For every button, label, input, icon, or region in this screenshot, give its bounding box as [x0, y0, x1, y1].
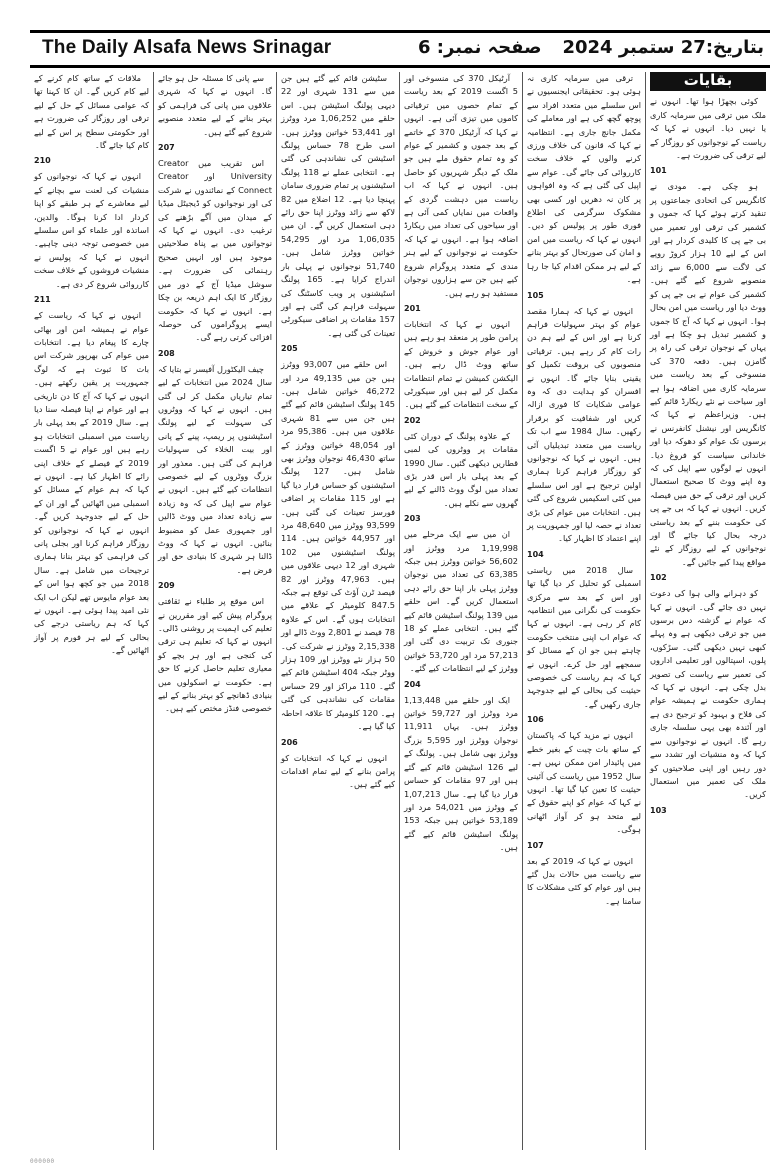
column-divider [645, 72, 646, 1150]
reference-number: 206 [281, 737, 298, 747]
masthead [30, 30, 770, 68]
reference-number: 208 [158, 348, 175, 358]
article-paragraph: کے علاوہ پولنگ کے دوران کئی مقامات پر ووٹروں کی لمبی قطاریں دیکھی گئیں۔ سال 1990 کے بعد پہلی بار اس قدر بڑی تعداد میں لوگ ووٹ ڈالنے کے لیے گھروں سے نکلے ہیں۔ [404, 430, 518, 508]
column-divider [399, 72, 400, 1150]
column-4 [277, 72, 399, 1150]
article-paragraph: انہوں نے کہا کہ نوجوانوں کو منشیات کی لعنت سے بچانے کے لیے معاشرے کے ہر طبقے کو اپنا کردار ادا کرنا ہوگا۔ والدین، اساتذہ اور علماء کو اس سلسلے میں خصوصی توجہ دینی چاہیے۔ انہوں نے کہا کہ پولیس نے منشیات فروشوں کے خلاف سخت کارروائی شروع کر دی ہے۔ [34, 171, 149, 289]
column-divider [522, 72, 523, 1150]
article-paragraph: چیف الیکٹورل آفیسر نے بتایا کہ سال 2024 میں انتخابات کے لیے تمام تیاریاں مکمل کر لی گئی ہیں۔ انہوں نے کہا کہ ووٹروں کی سہولت کے لیے پولنگ اسٹیشنوں پر ریمپ، پینے کے پانی اور بیت الخلاء کی سہولیات فراہم کی گئی ہیں۔ معذور اور بزرگ ووٹروں کے لیے خصوصی انتظامات کیے گئے ہیں۔ انہوں نے عوام سے اپیل کی کہ وہ زیادہ سے زیادہ تعداد میں ووٹ ڈالیں اور جمہوری عمل کو مضبوط بنائیں۔ انہوں نے کہا کہ ووٹ ڈالنا ہر شہری کا بنیادی حق اور فرض ہے۔ [158, 363, 272, 575]
article-paragraph: انہوں نے کہا کہ انتخابات پرامن طور پر منعقد ہو رہے ہیں اور عوام جوش و خروش کے ساتھ ووٹ ڈال رہے ہیں۔ الیکشن کمیشن نے تمام انتظامات مکمل کر لیے ہیں اور سیکورٹی کے سخت انتظامات کیے گئے ہیں۔ [404, 318, 518, 410]
article-paragraph: ان میں سے ایک مرحلے میں 1,19,998 مرد ووٹرز اور 56,602 خواتین ووٹرز ہیں جبکہ 63,385 کی تعداد میں نوجوان ووٹرز پہلی بار اپنا حق رائے دہی استعمال کریں گے۔ اس حلقے میں 139 پولنگ اسٹیشن قائم کیے گئے ہیں۔ انتخابی عملے کو 18 جنوری تک تربیت دی گئی اور 57,213 مرد اور 53,720 خواتین ووٹرز کے لیے انتظامات کیے گئے۔ [404, 529, 518, 674]
footer-mark: 000000 [30, 1158, 55, 1165]
reference-number: 210 [34, 156, 51, 166]
article-paragraph: ہو چکی ہے۔ مودی نے کانگریس کی اتحادی جماعتوں پر تنقید کرتے ہوئے کہا کہ جموں و کشمیر کی ترقی اور تعمیر میں بی جے پی کا کلیدی کردار ہے اور اس کے لیے 10 ہزار کروڑ روپے کی لاگت سے 6,000 سے زائد منصوبے شروع کیے گئے ہیں۔ کشمیر کی عوام نے بی جے پی کو ووٹ دیا اور ریاست میں امن بحال ہوا۔ انہوں نے کہا کہ آج کا جموں و کشمیر تبدیل ہو چکا ہے اور یہاں کے نوجوان ترقی کی راہ پر گامزن ہیں۔ دفعہ 370 کی منسوخی کے بعد ریاست میں سرمایہ کاری میں اضافہ ہوا ہے اور سیاحت نے نئے ریکارڈ قائم کیے ہیں۔ وزیراعظم نے کہا کہ کانگریس اور نیشنل کانفرنس نے برسوں تک عوام کو دھوکہ دیا اور خاندانی سیاست کو فروغ دیا۔ انہوں نے لوگوں سے اپیل کی کہ وہ اپنے ووٹ کا صحیح استعمال کریں اور ترقی کے حق میں فیصلہ کریں۔ انہوں نے کہا کہ بی جے پی کی حکومت بننے کے بعد ریاستی درجہ بحال کیا جائے گا اور نوجوانوں کے لیے روزگار کے نئے مواقع پیدا کیے جائیں گے۔ [650, 181, 767, 567]
reference-number: 104 [527, 549, 544, 559]
column-5 [154, 72, 276, 1150]
reference-number: 204 [404, 679, 421, 689]
article-paragraph: انہوں نے مزید کہا کہ پاکستان کے ساتھ بات چیت کے بغیر خطے میں پائیدار امن ممکن نہیں ہے۔ سال 1952 میں ریاست کی آئینی حیثیت کا تعین کیا گیا تھا۔ انہوں نے کہا کہ عوام کو اپنے حقوق کے لیے متحد ہو کر آواز اٹھانی ہوگی۔ [527, 730, 641, 835]
issue-date: بتاریخ:27 ستمبر 2024 [562, 37, 764, 58]
article-paragraph: اس تقریب میں Creator University اور Creator Connect کے نمائندوں نے شرکت کی اور نوجوانوں کو ڈیجیٹل میڈیا کے میدان میں آگے بڑھنے کی ترغیب دی۔ انہوں نے کہا کہ نوجوانوں میں بے پناہ صلاحیتیں موجود ہیں اور انہیں صحیح رہنمائی کی ضرورت ہے۔ سوشل میڈیا آج کے دور میں روزگار کا ایک اہم ذریعہ بن چکا ہے۔ انہوں نے کہا کہ حکومت ایسے پروگراموں کی حوصلہ افزائی کرتی رہے گی۔ [158, 158, 272, 343]
article-paragraph: سے پانی کا مسئلہ حل ہو جائے گا۔ انہوں نے کہا کہ شہری علاقوں میں پانی کی فراہمی کو بہتر بنانے کے لیے متعدد منصوبے شروع کیے گئے ہیں۔ [158, 73, 272, 137]
column-divider [153, 72, 154, 1150]
article-paragraph: اس حلقے میں 93,007 ووٹرز ہیں جن میں 49,135 مرد اور 46,272 خواتین شامل ہیں۔ 145 پولنگ اسٹیشن قائم کیے گئے ہیں جن میں سے 81 شہری علاقوں میں ہیں۔ 95,386 مرد اور 48,054 خواتین ووٹرز کے ساتھ 46,430 نوجوان ووٹرز بھی شامل ہیں۔ 127 پولنگ اسٹیشنوں کو حساس قرار دیا گیا ہے اور 115 مقامات پر اضافی فورسز تعینات کی گئی ہیں۔ 93,599 ووٹرز میں 48,640 مرد اور 44,957 خواتین ہیں۔ 114 پولنگ اسٹیشنوں میں 102 شہری اور 12 دیہی علاقوں میں ہیں۔ 47,963 ووٹرز اور 82 فیصد ٹرن آؤٹ کی توقع ہے جبکہ 847.5 کلومیٹر کے علاقے میں انتخابات ہوں گے۔ اس کے علاوہ 78 فیصد نے 2,801 ووٹ ڈالے اور 2,15,338 ووٹرز نے شرکت کی۔ 50 ہزار نئے ووٹرز اور 109 ہزار ووٹر جبکہ 404 اسٹیشن قائم کیے گئے۔ 110 مراکز اور 29 حساس مقامات کی نشاندہی کی گئی ہے۔ 120 کلومیٹر کا علاقہ احاطہ کیا گیا ہے۔ [281, 359, 395, 732]
reference-number: 107 [527, 840, 544, 850]
column-3 [400, 72, 522, 1150]
reference-number: 201 [404, 303, 421, 313]
article-paragraph: کو دہرانے والی ہوا کی دعوت نہیں دی جائے گی۔ انہوں نے کہا کہ عوام نے گزشتہ دس برسوں میں جو ترقی دیکھی ہے وہ پہلے کبھی نہیں دیکھی گئی۔ سڑکوں، پلوں، اسپتالوں اور تعلیمی اداروں کی تعمیر سے ریاست کی تصویر بدل چکی ہے۔ انہوں نے کہا کہ ہماری حکومت نے ہمیشہ عوام کی فلاح و بہبود کو ترجیح دی ہے اور آئندہ بھی یہی سلسلہ جاری رہے گا۔ انہوں نے نوجوانوں سے کہا کہ وہ منشیات اور تشدد سے دور رہیں اور اپنی صلاحیتوں کو ملک کی تعمیر میں استعمال کریں۔ [650, 588, 766, 800]
reference-number: 106 [527, 715, 544, 725]
reference-number: 105 [527, 290, 544, 300]
article-paragraph: انہوں نے کہا کہ ہمارا مقصد عوام کو بہتر سہولیات فراہم کرنا ہے اور اس کے لیے ہم دن رات کام کر رہے ہیں۔ ترقیاتی منصوبوں کی بروقت تکمیل کو یقینی بنایا جائے گا۔ انہوں نے افسران کو ہدایت دی کہ وہ عوامی شکایات کا فوری ازالہ کریں اور شفافیت کو برقرار رکھیں۔ سال 1984 سے اب تک ریاست میں متعدد تبدیلیاں آئی ہیں۔ انہوں نے کہا کہ نوجوانوں کو روزگار فراہم کرنا ہماری اولین ترجیح ہے اور اس سلسلے میں کئی اسکیمیں شروع کی گئی ہیں۔ انتخابات میں عوام کی بڑی تعداد نے حصہ لیا اور جمہوریت پر اپنے اعتماد کا اظہار کیا۔ [527, 305, 642, 544]
reference-number: 101 [650, 166, 667, 176]
article-paragraph: انہوں نے کہا کہ انتخابات کو پرامن بنانے کے لیے تمام اقدامات کیے گئے ہیں۔ [281, 752, 395, 790]
reference-number: 205 [281, 344, 298, 354]
reference-number: 102 [650, 573, 667, 583]
newspaper-title: The Daily Alsafa News Srinagar [42, 37, 332, 58]
article-paragraph: سٹیشن قائم کیے گئے ہیں جن میں سے 131 شہری اور 22 دیہی پولنگ اسٹیشن ہیں۔ اس حلقے میں 1,06,252 مرد ووٹرز اور 53,441 خواتین ووٹرز ہیں۔ اسی طرح 78 حساس پولنگ اسٹیشن کی نشاندہی کی گئی ہے۔ انتخابی عملے نے 118 پولنگ اسٹیشنوں پر تمام ضروری سامان پہنچا دیا ہے۔ 12 اضلاع میں 82 لاکھ سے زائد ووٹرز اپنا حق رائے دہی استعمال کریں گے۔ ان میں 1,06,035 مرد اور 54,295 خواتین ووٹرز شامل ہیں۔ 51,740 نوجوانوں نے پہلی بار اندراج کرایا ہے۔ 165 پولنگ اسٹیشنوں پر ویب کاسٹنگ کی سہولت فراہم کی گئی ہے اور 157 مقامات پر اضافی سیکورٹی تعینات کی گئی ہے۔ [281, 73, 396, 338]
reference-number: 211 [34, 295, 51, 305]
column-2 [523, 72, 645, 1150]
article-paragraph: آرٹیکل 370 کی منسوخی اور 5 اگست 2019 کے بعد ریاست کے تمام حصوں میں ترقیاتی کاموں میں تیزی آئی ہے۔ انہوں نے کہا کہ آرٹیکل 370 کے خاتمے کے بعد جموں و کشمیر کے عوام کو وہ تمام حقوق ملے ہیں جو ملک کے دیگر شہریوں کو حاصل ہیں۔ انہوں نے کہا کہ اب ریاست میں دہشت گردی کے واقعات میں نمایاں کمی آئی ہے اور سیاحوں کی تعداد میں ریکارڈ اضافہ ہوا ہے۔ انہوں نے کہا کہ حکومت نے نوجوانوں کے لیے ہنر مندی کے متعدد پروگرام شروع کیے ہیں جن سے ہزاروں نوجوان مستفید ہو رہے ہیں۔ [404, 73, 518, 298]
article-paragraph: ایک اور حلقے میں 1,13,448 مرد ووٹرز اور 59,727 خواتین ووٹرز ہیں۔ یہاں 11,911 نوجوان ووٹرز اور 5,595 بزرگ ووٹرز بھی شامل ہیں۔ پولنگ کے لیے 126 اسٹیشن قائم کیے گئے ہیں اور 97 مقامات کو حساس قرار دیا گیا ہے۔ سال 1,07,213 کے ووٹرز میں 54,021 مرد اور 53,189 خواتین ہیں جبکہ 153 پولنگ اسٹیشن قائم کیے گئے ہیں۔ [404, 694, 519, 853]
column-6 [30, 72, 153, 1150]
article-paragraph: انہوں نے کہا کہ 2019 کے بعد سے ریاست میں حالات بدل گئے ہیں اور عوام کو کئی مشکلات کا سامنا ہے۔ [527, 855, 641, 906]
reference-number: 103 [650, 805, 667, 815]
article-paragraph: ترقی میں سرمایہ کاری نہ ہوئی ہو۔ تحقیقاتی ایجنسیوں نے اس سلسلے میں متعدد افراد سے پوچھ گچھ کی ہے اور معاملے کی مکمل جانچ جاری ہے۔ انتظامیہ نے کہا کہ قانون کی خلاف ورزی کرنے والوں کے خلاف سخت کارروائی کی جائے گی۔ عوام سے اپیل کی گئی ہے کہ وہ افواہوں پر کان نہ دھریں اور کسی بھی مشکوک سرگرمی کی اطلاع فوری طور پر پولیس کو دیں۔ انہوں نے کہا کہ ریاست میں امن و امان کی صورتحال کو بہتر بنانے کے لیے ہر ممکن اقدام کیا جا رہا ہے۔ [527, 73, 641, 285]
article-paragraph: انہوں نے کہا کہ ریاست کے عوام نے ہمیشہ امن اور بھائی چارے کا پیغام دیا ہے۔ انتخابات میں عوام کی بھرپور شرکت اس بات کا ثبوت ہے کہ لوگ جمہوریت پر یقین رکھتے ہیں۔ انہوں نے کہا کہ آج کا دن تاریخی ہے اور عوام نے اپنا فیصلہ سنا دیا ہے۔ سال 2019 کے بعد پہلی بار ریاست میں اسمبلی انتخابات ہو رہے ہیں اور عوام نے 5 اگست 2019 کے فیصلے کے خلاف اپنی رائے کا اظہار کیا ہے۔ انہوں نے کہا کہ ہم عوام کے مسائل کو اسمبلی میں اٹھائیں گے اور ان کے حل کے لیے جدوجہد کریں گے۔ انہوں نے کہا کہ نوجوانوں کو روزگار فراہم کرنا اور بجلی پانی کی فراہمی کو بہتر بنانا ہماری ترجیحات میں شامل ہے۔ سال 2018 میں جو کچھ ہوا اس کے بعد عوام مایوس تھے لیکن اب ایک نئی امید پیدا ہوئی ہے۔ انہوں نے کہا کہ ہم ریاستی درجے کی بحالی کے لیے ہر فورم پر آواز اٹھائیں گے۔ [34, 310, 150, 656]
reference-number: 203 [404, 514, 421, 524]
reference-number: 207 [158, 143, 175, 153]
section-badge: بقایات [650, 72, 766, 91]
article-paragraph: کوئی بچھڑا ہوا تھا۔ انہوں نے ملک میں ترقی میں سرمایہ کاری یا نہیں دیا۔ انہوں نے کہا کہ ریاست کے نوجوانوں کو روزگار کے لیے ترقی کی ضرورت ہے۔ [650, 96, 766, 161]
reference-number: 209 [158, 581, 175, 591]
article-paragraph: ملاقات کے ساتھ کام کرنے کے لیے کام کریں گے۔ ان کا کہنا تھا کہ عوامی مسائل کے حل کے لیے ترقی اور روزگار کی ضرورت ہے اور حکومتی سطح پر اس کے لیے کام کیا جائے گا۔ [34, 73, 149, 151]
column-divider [276, 72, 277, 1150]
reference-number: 202 [404, 415, 421, 425]
article-paragraph: سال 2018 میں ریاستی اسمبلی کو تحلیل کر دیا گیا تھا اور اس کے بعد سے مرکزی حکومت کی نگرانی میں انتظامیہ کام کر رہی ہے۔ انہوں نے کہا کہ عوام اب اپنی منتخب حکومت چاہتے ہیں جو ان کے مسائل کو سمجھے اور حل کرے۔ انہوں نے کہا کہ ہم ریاست کی خصوصی حیثیت کی بحالی کے لیے جدوجہد جاری رکھیں گے۔ [527, 564, 641, 709]
article-paragraph: اس موقع پر طلباء نے ثقافتی پروگرام پیش کیے اور مقررین نے تعلیم کی اہمیت پر روشنی ڈالی۔ انہوں نے کہا کہ تعلیم ہی ترقی کی کنجی ہے اور ہر بچے کو معیاری تعلیم حاصل کرنے کا حق ہے۔ حکومت نے اسکولوں میں بنیادی ڈھانچے کو بہتر بنانے کے لیے خصوصی فنڈز مختص کیے ہیں۔ [158, 596, 272, 714]
article-columns [30, 72, 770, 1152]
column-1 [646, 72, 770, 1150]
page-number: صفحہ نمبر: 6 [418, 37, 542, 58]
